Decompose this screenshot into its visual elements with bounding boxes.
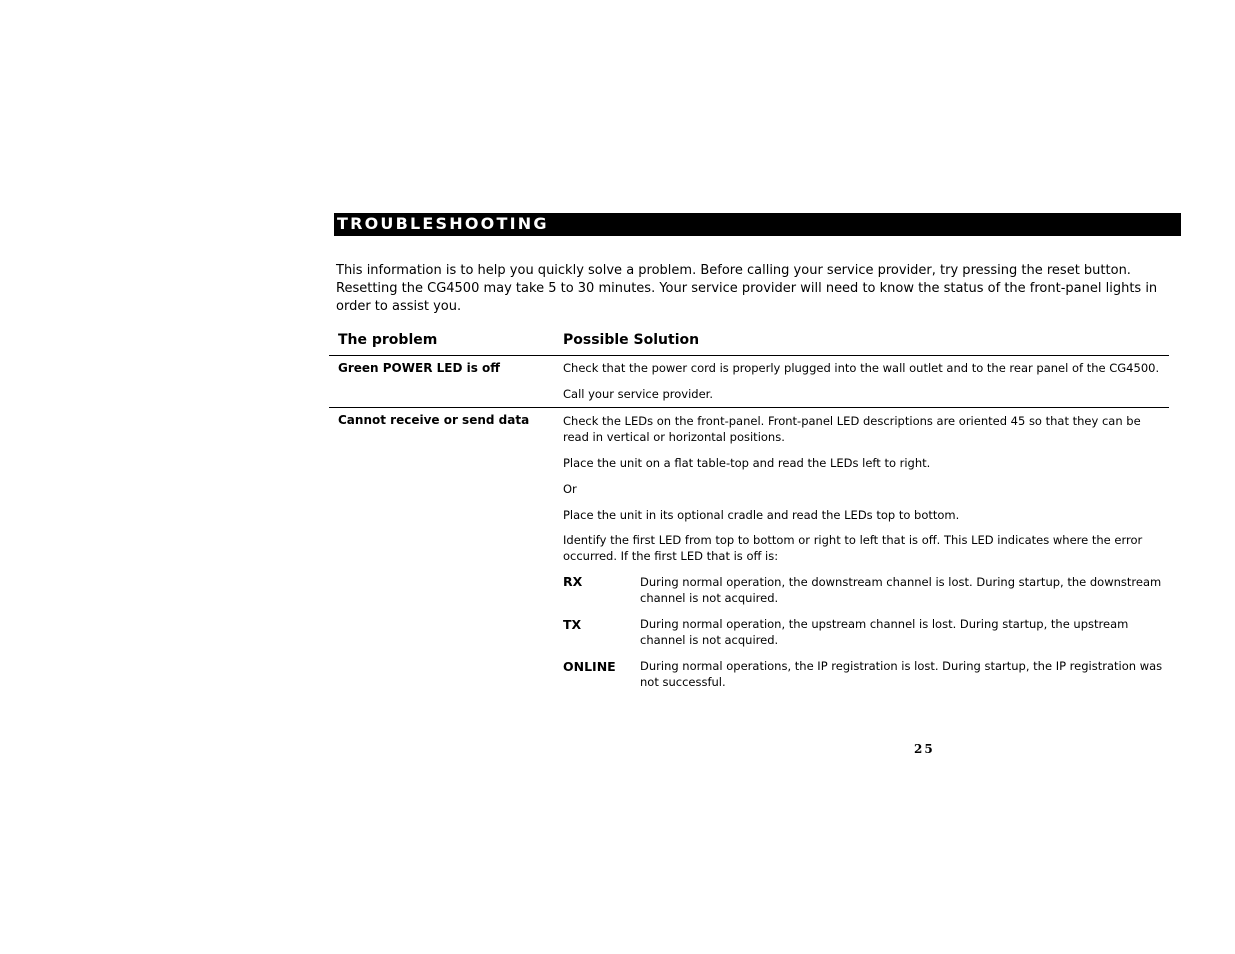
table-rule (329, 355, 1169, 356)
page-number: 25 (914, 742, 935, 756)
solution-text: Place the unit in its optional cradle and read the LEDs top to bottom. (563, 508, 960, 522)
column-header-solution: Possible Solution (563, 332, 700, 348)
led-description: During normal operation, the upstream channel is lost. During startup, the upstream channel is not acquired. (640, 617, 1129, 647)
led-label-tx: TX (563, 617, 582, 632)
led-label-rx: RX (563, 574, 583, 589)
led-label-online: ONLINE (563, 659, 616, 674)
solution-text: Check the LEDs on the front-panel. Front-panel LED descriptions are oriented 45 so that they can be read in vertical or horizontal positions. (563, 414, 1141, 444)
table-rule (329, 407, 1169, 408)
solution-text: Place the unit on a flat table-top and read the LEDs left to right. (563, 456, 931, 470)
solution-text: Call your service provider. (563, 387, 713, 401)
problem-cannot-send-receive: Cannot receive or send data (338, 413, 530, 427)
led-description: During normal operations, the IP registration is lost. During startup, the IP registration was not successful. (640, 659, 1163, 689)
section-header-bar (334, 213, 1181, 236)
solution-text: Or (563, 482, 577, 496)
solution-text: Check that the power cord is properly plugged into the wall outlet and to the rear panel of the CG4500. (563, 361, 1160, 375)
intro-paragraph: This information is to help you quickly solve a problem. Before calling your service provider, try pressing the reset button. Resetting the CG4500 may take 5 to 30 minutes. Your service provider will need to know the status of the front-panel lights in order to assist you. (336, 263, 1158, 314)
column-header-problem: The problem (338, 332, 438, 348)
led-description: During normal operation, the downstream channel is lost. During startup, the downstream channel is not acquired. (640, 575, 1162, 605)
solution-text: Identify the first LED from top to bottom or right to left that is off. This LED indicates where the error occurred. If the first LED that is off is: (563, 533, 1143, 563)
problem-power-led-off: Green POWER LED is off (338, 361, 500, 375)
section-title: TROUBLESHOOTING (337, 214, 549, 233)
